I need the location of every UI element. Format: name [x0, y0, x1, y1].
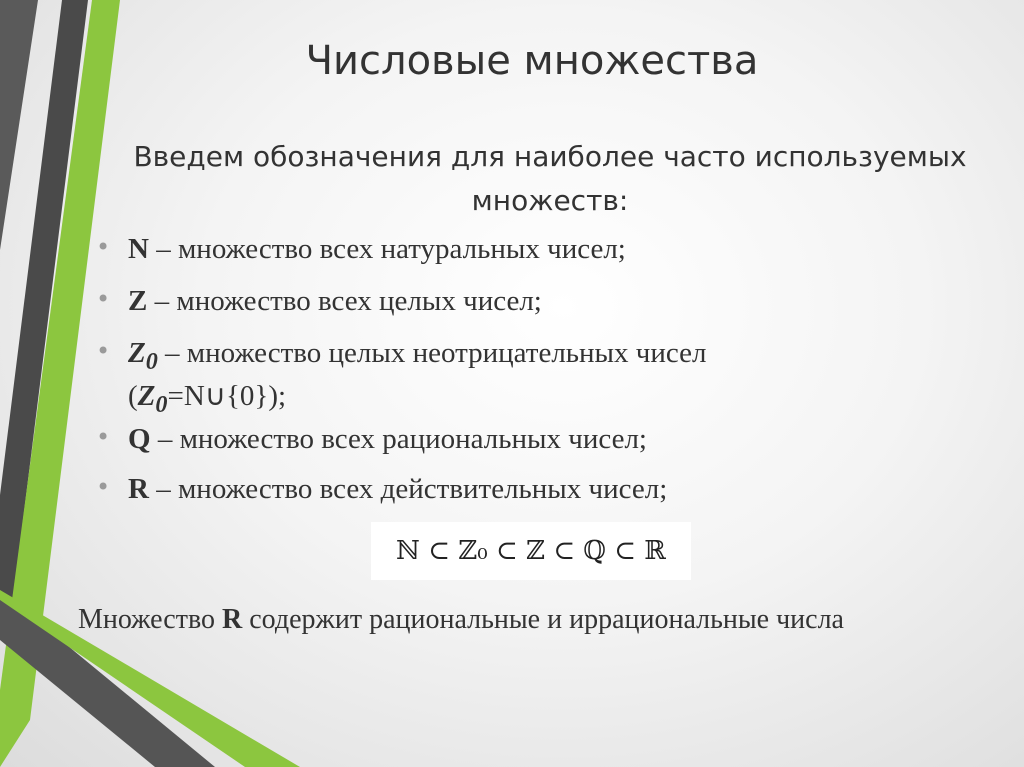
bullet-dot-icon: •	[96, 233, 111, 261]
bullet-text: – множество всех рациональных чисел;	[150, 423, 647, 455]
bullet-dot-icon: •	[96, 337, 111, 365]
intro-line-1: Введем обозначения для наиболее часто используемых	[133, 140, 967, 173]
footer-symbol: R	[221, 604, 243, 635]
bullet-dot-icon: •	[96, 473, 111, 501]
bullet-text-line2: =N∪{0});	[167, 379, 287, 412]
intro-text	[110, 135, 990, 223]
set-subscript: 0	[145, 347, 158, 375]
bullet-dot-icon: •	[96, 423, 111, 451]
set-symbol: R	[128, 473, 149, 505]
footer-text	[78, 604, 978, 636]
intro-line-2: множеств:	[471, 184, 629, 217]
footer-prefix: Множество	[78, 604, 222, 635]
bullet-text: – множество всех действительных чисел;	[148, 473, 668, 505]
bullet-text: – множество всех целых чисел;	[147, 285, 542, 317]
bullet-text: – множество всех натуральных чисел;	[148, 233, 626, 265]
slide-title: Числовые множества	[305, 38, 759, 84]
set-symbol-inline: Z	[137, 379, 156, 412]
set-symbol: Z	[128, 337, 146, 369]
set-subscript-inline: 0	[155, 390, 168, 418]
set-inclusion-formula: ℕ ⊂ ℤ₀ ⊂ ℤ ⊂ ℚ ⊂ ℝ	[371, 522, 691, 580]
set-symbol: Q	[128, 423, 151, 455]
set-symbol: Z	[128, 285, 148, 317]
bullet-text: – множество целых неотрицательных чисел	[157, 337, 707, 369]
bullet-dot-icon: •	[96, 285, 111, 313]
footer-suffix: содержит рациональные и иррациональные числа	[242, 604, 844, 635]
set-symbol: N	[128, 233, 149, 265]
